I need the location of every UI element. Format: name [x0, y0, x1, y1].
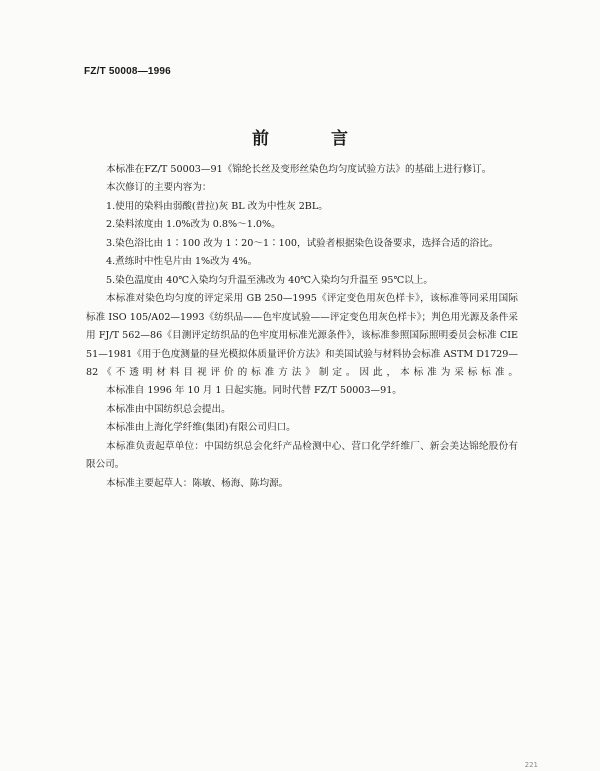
paragraph-drafters: 本标准主要起草人：陈敏、杨海、陈均源。	[106, 477, 289, 489]
paragraph-revision-4: 4.煮练时中性皂片由 1%改为 4%。	[106, 256, 258, 268]
paragraph-revision-2: 2.染料浓度由 1.0%改为 0.8%～1.0%。	[106, 219, 281, 231]
paragraph-effective-date: 本标准自 1996 年 10 月 1 日起实施。同时代替 FZ/T 50003—91。	[106, 385, 402, 397]
paragraph-revision-heading: 本次修订的主要内容为：	[106, 182, 212, 194]
page-number: 221	[524, 761, 538, 769]
paragraph-revision-1: 1.使用的染料由弱酸(普拉)灰 BL 改为中性灰 2BL。	[106, 200, 328, 212]
paragraph-drafting-unit: 本标准负责起草单位：中国纺织总会化纤产品检测中心、营口化学纤维厂、新会美达锦纶股份有限公司。	[86, 440, 518, 471]
paragraph-intro: 本标准在FZ/T 50003—91《锦纶长丝及变形丝染色均匀度试验方法》的基础上进行修订。	[106, 164, 492, 175]
paragraph-centralized-by: 本标准由上海化学纤维(集团)有限公司归口。	[106, 422, 296, 434]
foreword-body	[86, 161, 518, 493]
paragraph-revision-3: 3.染色浴比由 1∶100 改为 1∶20～1∶100，试验者根据染色设备要求，选择合适的浴比。	[106, 237, 499, 249]
standard-code: FZ/T 50008—1996	[84, 66, 171, 77]
paragraph-revision-5: 5.染色温度由 40℃入染均匀升温至沸改为 40℃入染均匀升温至 95℃以上。	[106, 274, 433, 286]
page-title: 前 言	[252, 129, 376, 149]
paragraph-proposed-by: 本标准由中国纺织总会提出。	[106, 403, 231, 415]
paragraph-evaluation-standard: 本标准对染色均匀度的评定采用 GB 250—1995《评定变色用灰色样卡》，该标准等同采用国际标准 ISO 105/A02—1993《纺织品——色牢度试验——评定变色用灰色样卡》；判色用光源及条件采用 FJ/T 562—86《目测评定纺织品的色牢度用标准光源条件》，该标准参照国际照明委员会标准 CIE 51—1981《用于色度测量的昼光模拟体质量评价方法》和美国试验与材料协会标准 ASTM D1729—82《不透明材料目视评价的标准方法》制定。因此，本标准为采标标准。	[86, 293, 518, 378]
